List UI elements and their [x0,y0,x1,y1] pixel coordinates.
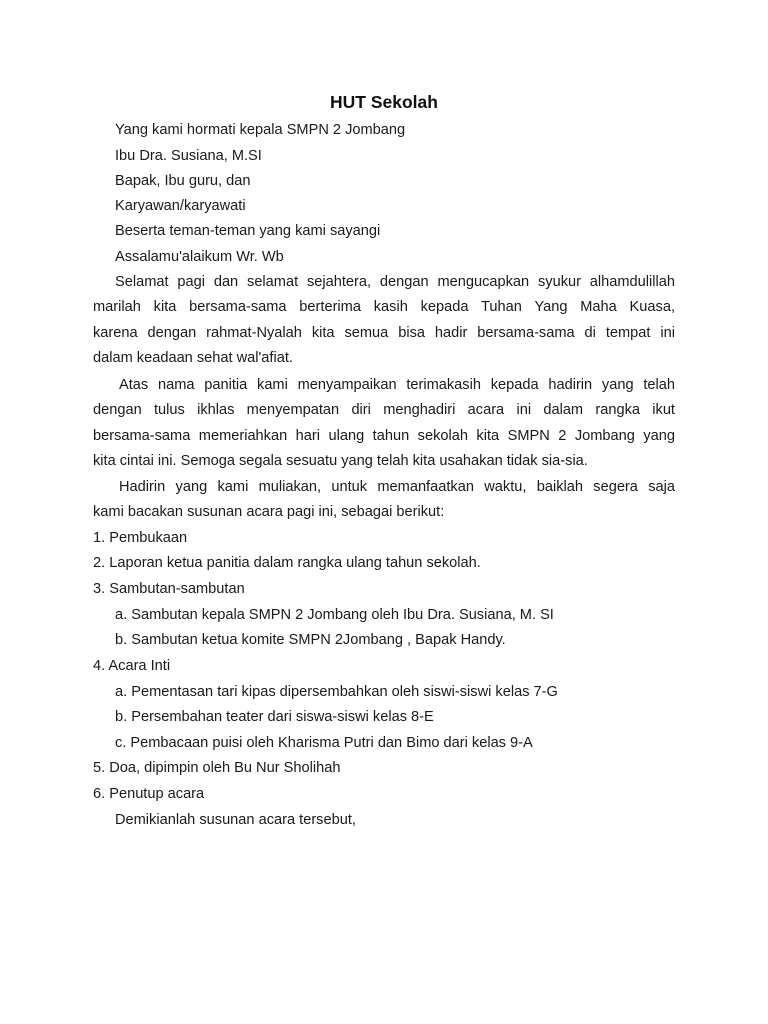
paragraph-line: Selamat pagi dan selamat sejahtera, dengan mengucapkan syukur alhamdulillah [115,274,675,290]
salutation-line: Assalamu'alaikum Wr. Wb [115,249,284,265]
paragraph-line: kami bacakan susunan acara pagi ini, sebagai berikut: [93,504,445,520]
agenda-item: 1. Pembukaan [93,530,188,546]
agenda-subitem: a. Pementasan tari kipas dipersembahkan oleh siswi-siswi kelas 7-G [115,684,558,700]
paragraph-line: bersama-sama memeriahkan hari ulang tahun sekolah kita SMPN 2 Jombang yang [93,428,675,444]
paragraph-line: dengan tulus ikhlas menyempatan diri menghadiri acara ini dalam rangka ikut [93,402,675,418]
closing-line: Demikianlah susunan acara tersebut, [115,812,356,828]
paragraph-line: kita cintai ini. Semoga segala sesuatu yang telah kita usahakan tidak sia-sia. [93,453,588,469]
salutation-line: Bapak, Ibu guru, dan [115,173,251,189]
salutation-line: Ibu Dra. Susiana, M.SI [115,148,262,164]
paragraph-line: dalam keadaan sehat wal'afiat. [93,350,293,366]
salutation-line: Beserta teman-teman yang kami sayangi [115,223,381,239]
agenda-subitem: b. Sambutan ketua komite SMPN 2Jombang , Bapak Handy. [115,632,506,648]
paragraph-line: marilah kita bersama-sama berterima kasih kepada Tuhan Yang Maha Kuasa, [93,299,675,315]
paragraph-line: Hadirin yang kami muliakan, untuk memanfaatkan waktu, baiklah segera saja [119,479,675,495]
document-title: HUT Sekolah [330,92,438,112]
agenda-item: 6. Penutup acara [93,786,205,802]
paragraph-line: Atas nama panitia kami menyampaikan terimakasih kepada hadirin yang telah [119,377,675,393]
paragraph-line: karena dengan rahmat-Nyalah kita semua bisa hadir bersama-sama di tempat ini [93,325,675,341]
agenda-item: 4. Acara Inti [93,658,171,674]
salutation-line: Yang kami hormati kepala SMPN 2 Jombang [115,122,406,138]
agenda-item: 2. Laporan ketua panitia dalam rangka ulang tahun sekolah. [93,555,481,571]
agenda-subitem: b. Persembahan teater dari siswa-siswi kelas 8-E [115,709,434,725]
agenda-item: 3. Sambutan-sambutan [93,581,245,597]
agenda-subitem: a. Sambutan kepala SMPN 2 Jombang oleh Ibu Dra. Susiana, M. SI [115,607,554,623]
agenda-item: 5. Doa, dipimpin oleh Bu Nur Sholihah [93,760,341,776]
salutation-line: Karyawan/karyawati [115,198,246,214]
agenda-subitem: c. Pembacaan puisi oleh Kharisma Putri dan Bimo dari kelas 9-A [115,735,533,751]
